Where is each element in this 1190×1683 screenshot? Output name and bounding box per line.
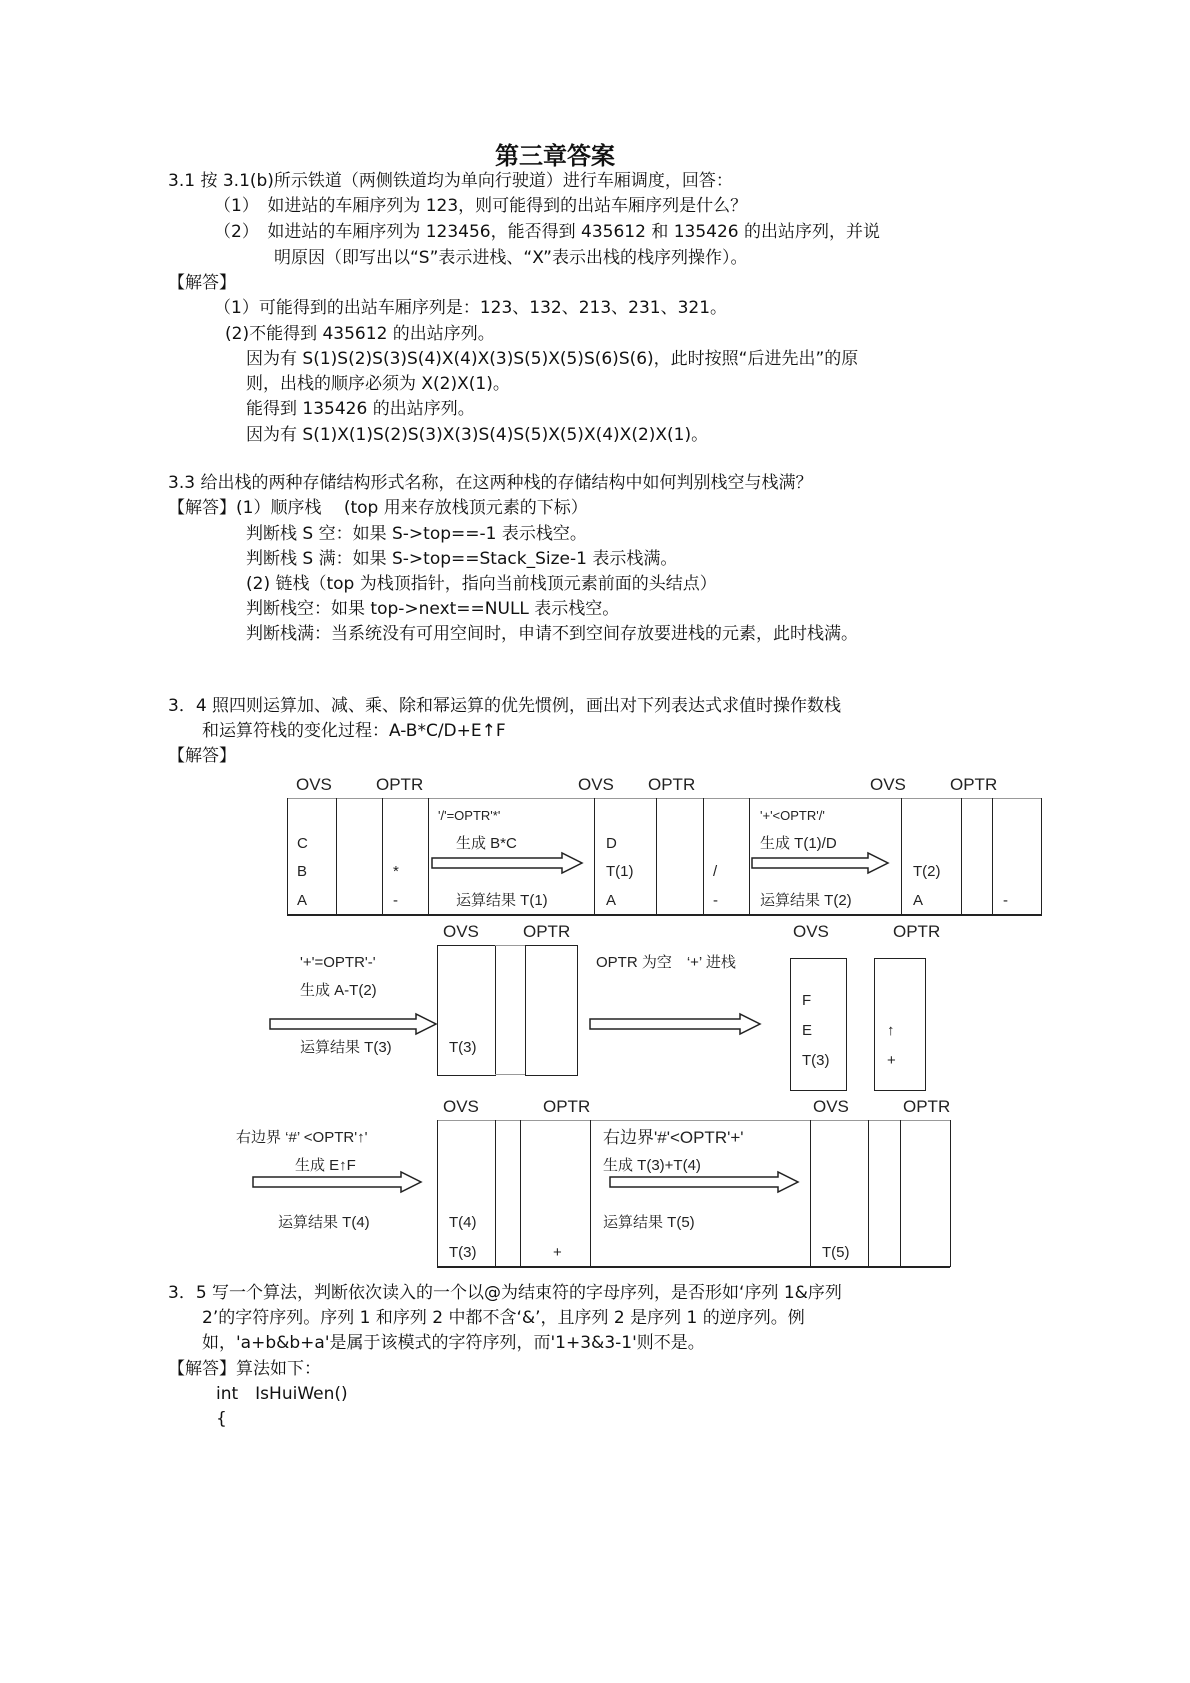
answer-line: (2)不能得到 435612 的出站序列。 (225, 324, 495, 344)
question-line: （2） 如进站的车厢序列为 123456，能否得到 435612 和 135426 的出站序列，并说 (214, 222, 881, 242)
answer-heading: 【解答】 (168, 746, 236, 766)
step-note: '+'=OPTR'-' (300, 954, 376, 971)
stack-item: - (713, 892, 718, 909)
divider (287, 798, 1042, 799)
stack-item: B (297, 863, 308, 880)
question-line: 如，'a+b&b+a'是属于该模式的字符序列，而'1+3&3-1'则不是。 (202, 1333, 705, 1353)
stack-item: T(1) (606, 863, 634, 880)
answer-line: 能得到 135426 的出站序列。 (246, 399, 475, 419)
stack-wall (901, 798, 902, 915)
step-note: '/'=OPTR'*' (438, 808, 501, 823)
stack-item: D (606, 835, 617, 852)
stack-item: T(3) (802, 1052, 830, 1069)
ovs-header: OVS (296, 775, 332, 794)
question-3-5: 3．5 写一个算法，判断依次读入的一个以@为结束符的字母序列，是否形如‘序列 1&序列 (168, 1283, 842, 1303)
answer-line: 因为有 S(1)X(1)S(2)S(3)X(3)S(4)S(5)X(5)X(4)X(2)X(1)。 (246, 425, 709, 445)
step-note: '+'<OPTR'/' (760, 808, 825, 823)
divider (437, 1120, 950, 1121)
step-note: 运算结果 T(4) (278, 1214, 370, 1231)
stack-wall (428, 798, 429, 915)
ovs-stack (790, 958, 847, 1091)
stack-item: A (297, 892, 308, 909)
answer-line: 判断栈 S 空：如果 S->top==-1 表示栈空。 (246, 524, 587, 544)
stack-wall (961, 798, 962, 915)
stack-wall (495, 1120, 496, 1267)
stack-wall (868, 1120, 869, 1267)
question-3-3: 3.3 给出栈的两种存储结构形式名称，在这两种栈的存储结构中如何判别栈空与栈满？ (168, 473, 813, 493)
answer-line: 判断栈满：当系统没有可用空间时，申请不到空间存放要进栈的元素，此时栈满。 (246, 624, 858, 644)
stack-wall (1041, 798, 1042, 915)
step-note: 运算结果 T(1) (456, 892, 548, 909)
stack-wall (382, 798, 383, 915)
stack-wall (950, 1120, 951, 1267)
divider (495, 945, 525, 946)
step-note: 右边界 ‘#’ <OPTR'↑' (236, 1129, 368, 1146)
answer-line: 则，出栈的顺序必须为 X(2)X(1)。 (246, 374, 510, 394)
stack-item: + (553, 1244, 562, 1261)
stack-wall (656, 798, 657, 915)
stack-item: * (393, 863, 399, 880)
question-3-1: 3.1 按 3.1(b)所示铁道（两侧铁道均为单向行驶道）进行车厢调度，回答： (168, 171, 733, 191)
optr-header: OPTR (950, 775, 998, 794)
answer-heading: 【解答】 (168, 273, 236, 293)
question-line: （1） 如进站的车厢序列为 123，则可能得到的出站车厢序列是什么？ (214, 196, 748, 216)
step-note: 生成 T(3)+T(4) (603, 1157, 701, 1174)
question-3-4: 3．4 照四则运算加、减、乘、除和幂运算的优先惯例，画出对下列表达式求值时操作数栈 (168, 696, 842, 716)
right-arrow-icon (270, 1013, 438, 1035)
divider (495, 1074, 525, 1075)
stack-wall (336, 798, 337, 915)
step-note: 右边界'#'<OPTR'+' (603, 1128, 744, 1147)
ovs-header: OVS (443, 922, 479, 941)
answer-line: （1）可能得到的出站车厢序列是：123、132、213、231、321。 (214, 298, 728, 318)
stack-wall (992, 798, 993, 915)
step-note: 生成 B*C (456, 835, 517, 852)
answer-line: 判断栈空：如果 top->next==NULL 表示栈空。 (246, 599, 620, 619)
stack-item: A (913, 892, 924, 909)
answer-line: (2) 链栈（top 为栈顶指针，指向当前栈顶元素前面的头结点） (246, 574, 717, 594)
stack-item: A (606, 892, 617, 909)
answer-line: 因为有 S(1)S(2)S(3)S(4)X(4)X(3)S(5)X(5)S(6)S(6)，此时按照“后进先出”的原 (246, 349, 859, 369)
stack-item: / (713, 863, 718, 880)
optr-header: OPTR (543, 1097, 591, 1116)
stack-item: T(5) (822, 1244, 850, 1261)
question-line: 2’的字符序列。序列 1 和序列 2 中都不含‘&’，且序列 2 是序列 1 的逆序列。例 (202, 1308, 805, 1328)
optr-header: OPTR (648, 775, 696, 794)
stack-item: T(4) (449, 1214, 477, 1231)
ovs-header: OVS (443, 1097, 479, 1116)
stack-wall (590, 1120, 591, 1267)
optr-stack (874, 958, 926, 1091)
right-arrow-icon (590, 1013, 762, 1035)
right-arrow-icon (432, 852, 584, 874)
step-note: 生成 T(1)/D (760, 835, 837, 852)
ovs-header: OVS (793, 922, 829, 941)
step-note: OPTR 为空 ‘+’ 进栈 (596, 954, 736, 971)
stack-item: E (802, 1022, 813, 1039)
stack-item: T(2) (913, 863, 941, 880)
optr-stack (525, 945, 578, 1076)
stack-item: + (887, 1052, 896, 1069)
divider (287, 914, 1042, 916)
stack-item: C (297, 835, 308, 852)
stack-wall (594, 798, 595, 915)
code-line: int IsHuiWen() (216, 1384, 348, 1404)
right-arrow-icon (752, 852, 890, 874)
stack-wall (520, 1120, 521, 1267)
answer-line: 判断栈 S 满：如果 S->top==Stack_Size-1 表示栈满。 (246, 549, 678, 569)
optr-header: OPTR (376, 775, 424, 794)
stack-item: ↑ (887, 1022, 895, 1039)
stack-wall (437, 1120, 438, 1267)
stack-item: - (1003, 892, 1008, 909)
code-line: { (216, 1409, 227, 1429)
stack-wall (900, 1120, 901, 1267)
optr-header: OPTR (903, 1097, 951, 1116)
stack-wall (810, 1120, 811, 1267)
stack-item: T(3) (449, 1039, 477, 1056)
step-note: 运算结果 T(3) (300, 1039, 392, 1056)
question-line: 和运算符栈的变化过程：A-B*C/D+E↑F (202, 721, 506, 741)
step-note: 运算结果 T(5) (603, 1214, 695, 1231)
stack-wall (749, 798, 750, 915)
stack-wall (703, 798, 704, 915)
stack-item: T(3) (449, 1244, 477, 1261)
stack-wall (287, 798, 288, 915)
divider (437, 1266, 950, 1268)
optr-header: OPTR (893, 922, 941, 941)
ovs-header: OVS (578, 775, 614, 794)
ovs-header: OVS (870, 775, 906, 794)
question-line: 明原因（即写出以“S”表示进栈、“X”表示出栈的栈序列操作）。 (274, 248, 748, 268)
optr-header: OPTR (523, 922, 571, 941)
stack-item: F (802, 992, 812, 1009)
step-note: 生成 E↑F (295, 1157, 356, 1174)
stack-item: - (393, 892, 398, 909)
answer-heading: 【解答】算法如下： (168, 1359, 321, 1379)
page-title: 第三章答案 (495, 142, 615, 170)
answer-line: 【解答】(1）顺序栈 (top 用来存放栈顶元素的下标） (168, 498, 588, 518)
step-note: 运算结果 T(2) (760, 892, 852, 909)
step-note: 生成 A-T(2) (300, 982, 377, 999)
ovs-header: OVS (813, 1097, 849, 1116)
